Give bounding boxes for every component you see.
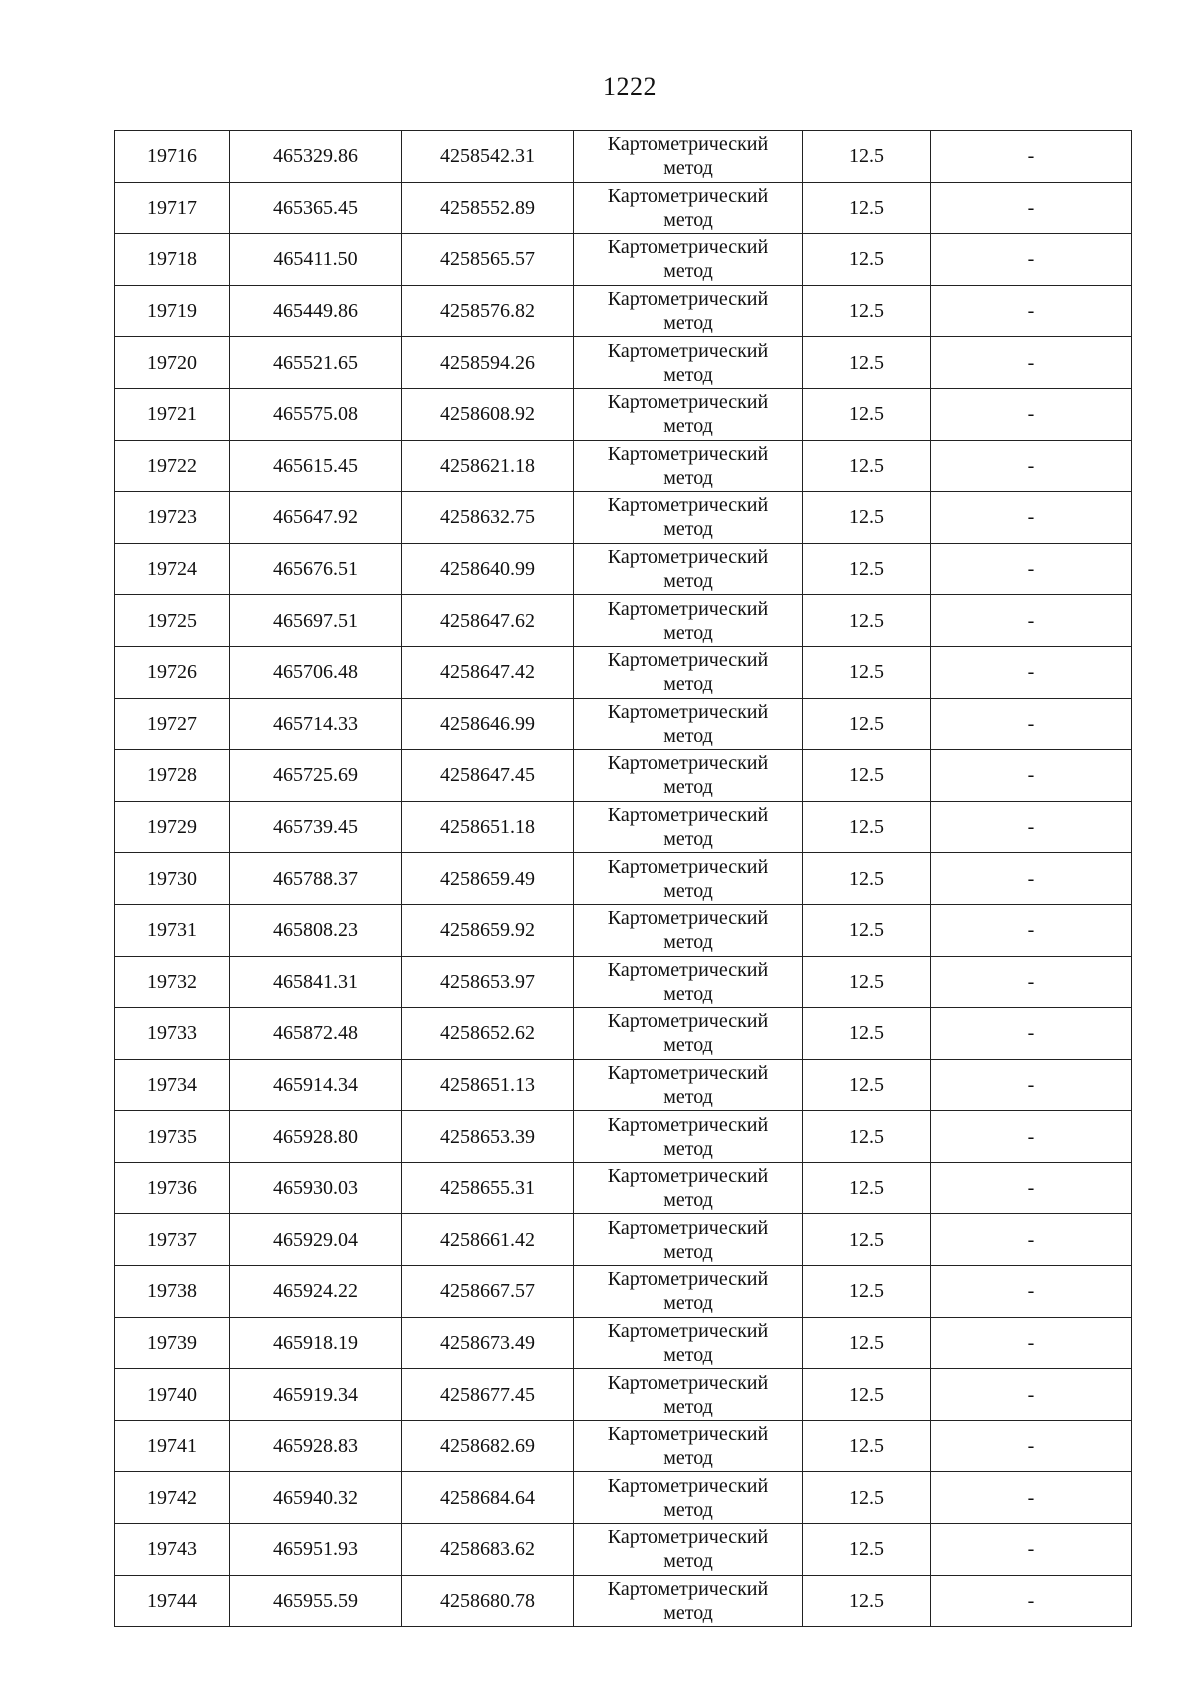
method-line: метод	[663, 879, 713, 902]
y-coordinate-cell: 4258659.92	[402, 904, 574, 956]
point-id-cell: 19743	[115, 1524, 230, 1576]
method-cell	[574, 1162, 803, 1214]
accuracy-cell: 12.5	[803, 1266, 931, 1318]
method-cell	[574, 388, 803, 440]
method-line: Картометрический	[607, 494, 769, 517]
note-cell: -	[931, 1008, 1132, 1060]
method-line: Картометрический	[607, 855, 769, 878]
table-row	[115, 543, 1132, 595]
method-cell	[574, 956, 803, 1008]
point-id-cell: 19742	[115, 1472, 230, 1524]
method-line: Картометрический	[607, 1010, 769, 1033]
point-id-cell: 19727	[115, 698, 230, 750]
point-id-cell: 19740	[115, 1369, 230, 1421]
note-cell: -	[931, 388, 1132, 440]
y-coordinate-cell: 4258646.99	[402, 698, 574, 750]
method-line: метод	[663, 1292, 713, 1315]
table-row	[115, 1317, 1132, 1369]
point-id-cell: 19736	[115, 1162, 230, 1214]
accuracy-cell: 12.5	[803, 904, 931, 956]
accuracy-cell: 12.5	[803, 492, 931, 544]
point-id-cell: 19719	[115, 285, 230, 337]
method-line: метод	[663, 312, 713, 335]
accuracy-cell: 12.5	[803, 1059, 931, 1111]
point-id-cell: 19731	[115, 904, 230, 956]
x-coordinate-cell: 465788.37	[230, 853, 402, 905]
method-line: Картометрический	[607, 1216, 769, 1239]
method-line: Картометрический	[607, 1113, 769, 1136]
method-cell	[574, 234, 803, 286]
table-row	[115, 492, 1132, 544]
y-coordinate-cell: 4258682.69	[402, 1420, 574, 1472]
method-line: метод	[663, 673, 713, 696]
table-row	[115, 595, 1132, 647]
accuracy-cell: 12.5	[803, 698, 931, 750]
point-id-cell: 19723	[115, 492, 230, 544]
y-coordinate-cell: 4258647.45	[402, 750, 574, 802]
table-row	[115, 440, 1132, 492]
method-line: метод	[663, 1034, 713, 1057]
x-coordinate-cell: 465951.93	[230, 1524, 402, 1576]
coordinates-table	[114, 130, 1132, 1627]
x-coordinate-cell: 465714.33	[230, 698, 402, 750]
x-coordinate-cell: 465808.23	[230, 904, 402, 956]
accuracy-cell: 12.5	[803, 1214, 931, 1266]
table-row	[115, 337, 1132, 389]
method-cell	[574, 904, 803, 956]
x-coordinate-cell: 465928.80	[230, 1111, 402, 1163]
table-row	[115, 646, 1132, 698]
y-coordinate-cell: 4258653.97	[402, 956, 574, 1008]
method-line: метод	[663, 828, 713, 851]
y-coordinate-cell: 4258542.31	[402, 131, 574, 183]
x-coordinate-cell: 465928.83	[230, 1420, 402, 1472]
accuracy-cell: 12.5	[803, 646, 931, 698]
table-row	[115, 1214, 1132, 1266]
method-line: метод	[663, 466, 713, 489]
note-cell: -	[931, 1266, 1132, 1318]
method-line: метод	[663, 1550, 713, 1573]
y-coordinate-cell: 4258621.18	[402, 440, 574, 492]
point-id-cell: 19744	[115, 1575, 230, 1627]
method-line: Картометрический	[607, 700, 769, 723]
accuracy-cell: 12.5	[803, 1111, 931, 1163]
note-cell: -	[931, 440, 1132, 492]
y-coordinate-cell: 4258659.49	[402, 853, 574, 905]
method-cell	[574, 698, 803, 750]
note-cell: -	[931, 853, 1132, 905]
point-id-cell: 19739	[115, 1317, 230, 1369]
accuracy-cell: 12.5	[803, 801, 931, 853]
point-id-cell: 19733	[115, 1008, 230, 1060]
x-coordinate-cell: 465929.04	[230, 1214, 402, 1266]
accuracy-cell: 12.5	[803, 1420, 931, 1472]
method-cell	[574, 801, 803, 853]
x-coordinate-cell: 465449.86	[230, 285, 402, 337]
note-cell: -	[931, 595, 1132, 647]
note-cell: -	[931, 1317, 1132, 1369]
y-coordinate-cell: 4258683.62	[402, 1524, 574, 1576]
table-row	[115, 1524, 1132, 1576]
x-coordinate-cell: 465365.45	[230, 182, 402, 234]
method-cell	[574, 1575, 803, 1627]
note-cell: -	[931, 1524, 1132, 1576]
table-row	[115, 388, 1132, 440]
table-body	[115, 131, 1132, 1627]
method-line: Картометрический	[607, 1061, 769, 1084]
method-line: Картометрический	[607, 442, 769, 465]
method-line: Картометрический	[607, 907, 769, 930]
table-row	[115, 904, 1132, 956]
method-line: Картометрический	[607, 1526, 769, 1549]
x-coordinate-cell: 465521.65	[230, 337, 402, 389]
method-line: Картометрический	[607, 184, 769, 207]
table-row	[115, 1008, 1132, 1060]
method-line: Картометрический	[607, 288, 769, 311]
method-line: Картометрический	[607, 1474, 769, 1497]
accuracy-cell: 12.5	[803, 750, 931, 802]
method-line: Картометрический	[607, 958, 769, 981]
accuracy-cell: 12.5	[803, 1369, 931, 1421]
y-coordinate-cell: 4258647.62	[402, 595, 574, 647]
y-coordinate-cell: 4258673.49	[402, 1317, 574, 1369]
method-line: метод	[663, 931, 713, 954]
x-coordinate-cell: 465924.22	[230, 1266, 402, 1318]
note-cell: -	[931, 1575, 1132, 1627]
point-id-cell: 19726	[115, 646, 230, 698]
page-number: 1222	[603, 72, 657, 101]
method-line: Картометрический	[607, 804, 769, 827]
y-coordinate-cell: 4258677.45	[402, 1369, 574, 1421]
accuracy-cell: 12.5	[803, 182, 931, 234]
note-cell: -	[931, 1472, 1132, 1524]
table-row	[115, 1266, 1132, 1318]
method-line: Картометрический	[607, 752, 769, 775]
y-coordinate-cell: 4258653.39	[402, 1111, 574, 1163]
x-coordinate-cell: 465329.86	[230, 131, 402, 183]
method-cell	[574, 543, 803, 595]
y-coordinate-cell: 4258651.18	[402, 801, 574, 853]
x-coordinate-cell: 465725.69	[230, 750, 402, 802]
method-cell	[574, 182, 803, 234]
accuracy-cell: 12.5	[803, 853, 931, 905]
y-coordinate-cell: 4258608.92	[402, 388, 574, 440]
method-cell	[574, 285, 803, 337]
method-line: метод	[663, 621, 713, 644]
table-row	[115, 182, 1132, 234]
x-coordinate-cell: 465930.03	[230, 1162, 402, 1214]
method-line: Картометрический	[607, 1268, 769, 1291]
method-line: метод	[663, 1601, 713, 1624]
y-coordinate-cell: 4258647.42	[402, 646, 574, 698]
method-cell	[574, 492, 803, 544]
accuracy-cell: 12.5	[803, 388, 931, 440]
x-coordinate-cell: 465411.50	[230, 234, 402, 286]
method-line: Картометрический	[607, 649, 769, 672]
y-coordinate-cell: 4258661.42	[402, 1214, 574, 1266]
x-coordinate-cell: 465955.59	[230, 1575, 402, 1627]
method-line: метод	[663, 363, 713, 386]
table-row	[115, 131, 1132, 183]
method-cell	[574, 1059, 803, 1111]
note-cell: -	[931, 131, 1132, 183]
table-row	[115, 1369, 1132, 1421]
table-row	[115, 1575, 1132, 1627]
point-id-cell: 19732	[115, 956, 230, 1008]
point-id-cell: 19728	[115, 750, 230, 802]
method-cell	[574, 646, 803, 698]
y-coordinate-cell: 4258652.62	[402, 1008, 574, 1060]
note-cell: -	[931, 698, 1132, 750]
method-line: метод	[663, 157, 713, 180]
table-row	[115, 750, 1132, 802]
y-coordinate-cell: 4258655.31	[402, 1162, 574, 1214]
accuracy-cell: 12.5	[803, 1317, 931, 1369]
x-coordinate-cell: 465575.08	[230, 388, 402, 440]
method-line: метод	[663, 724, 713, 747]
x-coordinate-cell: 465940.32	[230, 1472, 402, 1524]
method-line: метод	[663, 518, 713, 541]
accuracy-cell: 12.5	[803, 1162, 931, 1214]
point-id-cell: 19718	[115, 234, 230, 286]
accuracy-cell: 12.5	[803, 337, 931, 389]
method-cell	[574, 853, 803, 905]
point-id-cell: 19721	[115, 388, 230, 440]
accuracy-cell: 12.5	[803, 1524, 931, 1576]
method-line: метод	[663, 1498, 713, 1521]
method-line: метод	[663, 1240, 713, 1263]
accuracy-cell: 12.5	[803, 440, 931, 492]
accuracy-cell: 12.5	[803, 1472, 931, 1524]
method-line: Картометрический	[607, 546, 769, 569]
method-line: метод	[663, 570, 713, 593]
method-line: метод	[663, 208, 713, 231]
point-id-cell: 19729	[115, 801, 230, 853]
method-line: метод	[663, 1395, 713, 1418]
method-cell	[574, 1008, 803, 1060]
point-id-cell: 19735	[115, 1111, 230, 1163]
y-coordinate-cell: 4258640.99	[402, 543, 574, 595]
note-cell: -	[931, 543, 1132, 595]
y-coordinate-cell: 4258565.57	[402, 234, 574, 286]
note-cell: -	[931, 904, 1132, 956]
note-cell: -	[931, 1162, 1132, 1214]
method-line: Картометрический	[607, 1423, 769, 1446]
x-coordinate-cell: 465706.48	[230, 646, 402, 698]
x-coordinate-cell: 465647.92	[230, 492, 402, 544]
accuracy-cell: 12.5	[803, 956, 931, 1008]
note-cell: -	[931, 1214, 1132, 1266]
method-line: Картометрический	[607, 133, 769, 156]
method-cell	[574, 337, 803, 389]
y-coordinate-cell: 4258680.78	[402, 1575, 574, 1627]
y-coordinate-cell: 4258594.26	[402, 337, 574, 389]
note-cell: -	[931, 646, 1132, 698]
table-row	[115, 1162, 1132, 1214]
method-cell	[574, 1524, 803, 1576]
note-cell: -	[931, 801, 1132, 853]
point-id-cell: 19724	[115, 543, 230, 595]
method-line: метод	[663, 1137, 713, 1160]
method-cell	[574, 595, 803, 647]
note-cell: -	[931, 234, 1132, 286]
method-line: Картометрический	[607, 1371, 769, 1394]
table-row	[115, 285, 1132, 337]
method-cell	[574, 1266, 803, 1318]
point-id-cell: 19716	[115, 131, 230, 183]
table-row	[115, 1472, 1132, 1524]
note-cell: -	[931, 1111, 1132, 1163]
y-coordinate-cell: 4258684.64	[402, 1472, 574, 1524]
accuracy-cell: 12.5	[803, 234, 931, 286]
point-id-cell: 19734	[115, 1059, 230, 1111]
method-line: метод	[663, 1343, 713, 1366]
point-id-cell: 19725	[115, 595, 230, 647]
x-coordinate-cell: 465697.51	[230, 595, 402, 647]
accuracy-cell: 12.5	[803, 1575, 931, 1627]
point-id-cell: 19737	[115, 1214, 230, 1266]
x-coordinate-cell: 465914.34	[230, 1059, 402, 1111]
method-line: Картометрический	[607, 1165, 769, 1188]
method-cell	[574, 1214, 803, 1266]
note-cell: -	[931, 750, 1132, 802]
method-line: метод	[663, 260, 713, 283]
method-line: Картометрический	[607, 339, 769, 362]
method-line: метод	[663, 1447, 713, 1470]
note-cell: -	[931, 956, 1132, 1008]
point-id-cell: 19720	[115, 337, 230, 389]
accuracy-cell: 12.5	[803, 285, 931, 337]
note-cell: -	[931, 492, 1132, 544]
table-row	[115, 956, 1132, 1008]
y-coordinate-cell: 4258632.75	[402, 492, 574, 544]
method-cell	[574, 1369, 803, 1421]
method-cell	[574, 440, 803, 492]
note-cell: -	[931, 1420, 1132, 1472]
method-cell	[574, 750, 803, 802]
method-cell	[574, 1111, 803, 1163]
point-id-cell: 19722	[115, 440, 230, 492]
y-coordinate-cell: 4258552.89	[402, 182, 574, 234]
method-line: метод	[663, 415, 713, 438]
method-cell	[574, 1420, 803, 1472]
y-coordinate-cell: 4258651.13	[402, 1059, 574, 1111]
y-coordinate-cell: 4258576.82	[402, 285, 574, 337]
method-line: Картометрический	[607, 391, 769, 414]
method-cell	[574, 1472, 803, 1524]
table-row	[115, 1420, 1132, 1472]
x-coordinate-cell: 465872.48	[230, 1008, 402, 1060]
point-id-cell: 19717	[115, 182, 230, 234]
accuracy-cell: 12.5	[803, 595, 931, 647]
note-cell: -	[931, 337, 1132, 389]
point-id-cell: 19730	[115, 853, 230, 905]
accuracy-cell: 12.5	[803, 1008, 931, 1060]
method-cell	[574, 1317, 803, 1369]
accuracy-cell: 12.5	[803, 131, 931, 183]
x-coordinate-cell: 465919.34	[230, 1369, 402, 1421]
method-line: метод	[663, 1085, 713, 1108]
table-row	[115, 1059, 1132, 1111]
note-cell: -	[931, 1369, 1132, 1421]
method-line: метод	[663, 1189, 713, 1212]
table-row	[115, 234, 1132, 286]
method-line: Картометрический	[607, 597, 769, 620]
method-line: Картометрический	[607, 236, 769, 259]
y-coordinate-cell: 4258667.57	[402, 1266, 574, 1318]
note-cell: -	[931, 285, 1132, 337]
method-line: метод	[663, 776, 713, 799]
accuracy-cell: 12.5	[803, 543, 931, 595]
table-row	[115, 801, 1132, 853]
table-row	[115, 1111, 1132, 1163]
x-coordinate-cell: 465739.45	[230, 801, 402, 853]
method-cell	[574, 131, 803, 183]
method-line: Картометрический	[607, 1577, 769, 1600]
x-coordinate-cell: 465918.19	[230, 1317, 402, 1369]
table-row	[115, 698, 1132, 750]
table-row	[115, 853, 1132, 905]
point-id-cell: 19738	[115, 1266, 230, 1318]
x-coordinate-cell: 465676.51	[230, 543, 402, 595]
x-coordinate-cell: 465615.45	[230, 440, 402, 492]
method-line: метод	[663, 982, 713, 1005]
x-coordinate-cell: 465841.31	[230, 956, 402, 1008]
method-line: Картометрический	[607, 1319, 769, 1342]
note-cell: -	[931, 182, 1132, 234]
point-id-cell: 19741	[115, 1420, 230, 1472]
note-cell: -	[931, 1059, 1132, 1111]
